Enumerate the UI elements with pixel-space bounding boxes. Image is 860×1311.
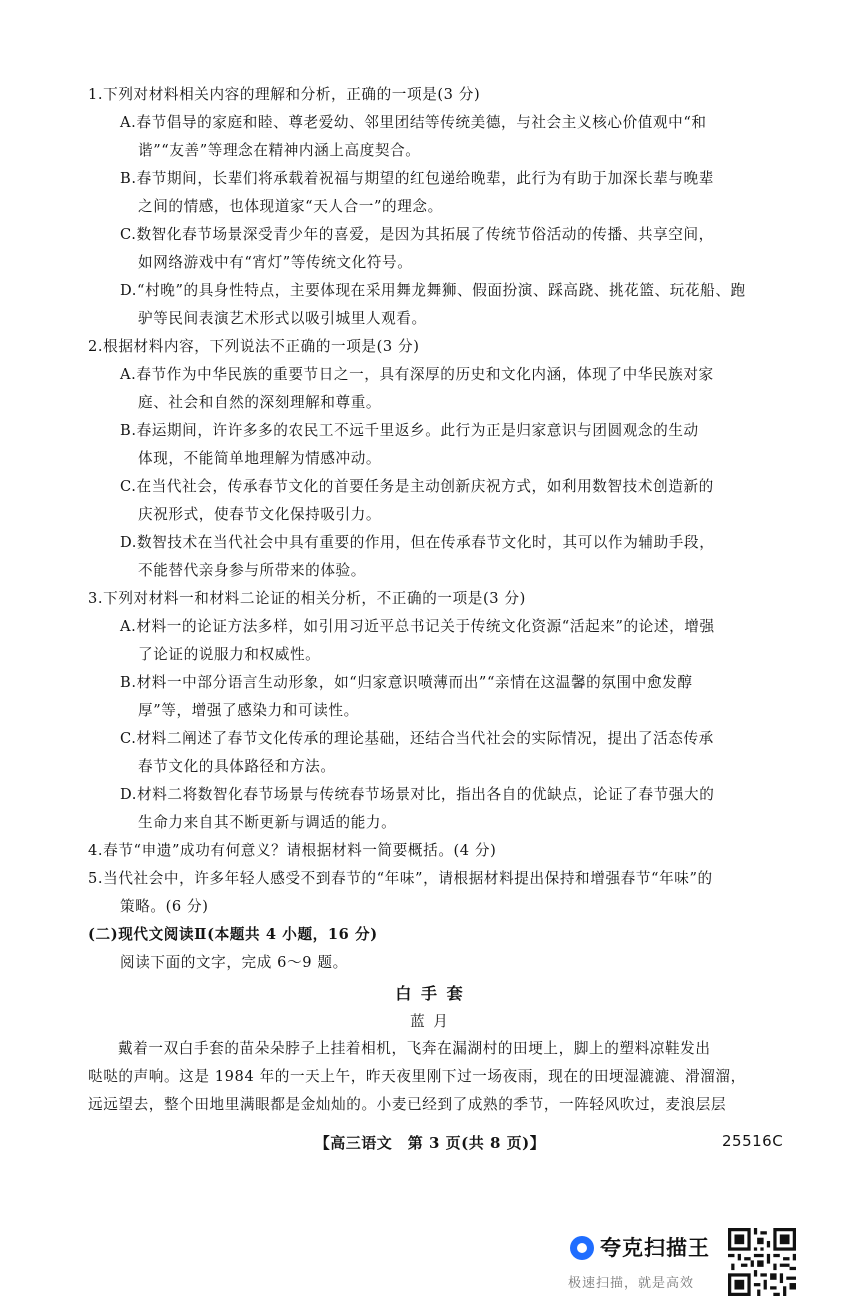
scanner-watermark <box>566 1228 852 1306</box>
q1-option-b-cont: 之间的情感，也体现道家“天人合一”的理念。 <box>138 198 443 215</box>
question-5-cont: 策略。(6 分) <box>120 898 209 915</box>
question-5: 5.当代社会中，许多年轻人感受不到春节的“年味”，请根据材料提出保持和增强春节“年味”的 <box>88 870 713 887</box>
reading-instruction: 阅读下面的文字，完成 6～9 题。 <box>120 954 348 971</box>
q1-option-c: C.数智化春节场景深受青少年的喜爱，是因为其拓展了传统节俗活动的传播、共享空间， <box>120 226 714 243</box>
article-paragraph-line-2: 哒哒的声响。这是 1984 年的一天上午，昨天夜里刚下过一场夜雨，现在的田埂湿漉漉、滑溜溜， <box>88 1068 746 1085</box>
watermark-brand: 夸克扫描王 <box>600 1236 710 1260</box>
q1-option-d: D.“村晚”的具身性特点，主要体现在采用舞龙舞狮、假面扮演、踩高跷、挑花篮、玩花船、跑 <box>120 282 746 299</box>
page-footer-title: 【高三语文 第 3 页(共 8 页)】 <box>314 1134 546 1152</box>
q2-option-a-cont: 庭、社会和自然的深刻理解和尊重。 <box>138 394 382 411</box>
q1-option-b: B.春节期间，长辈们将承载着祝福与期望的红包递给晚辈，此行为有助于加深长辈与晚辈 <box>120 170 714 187</box>
article-paragraph-line-1: 戴着一双白手套的苗朵朵脖子上挂着相机，飞奔在漏湖村的田埂上，脚上的塑料凉鞋发出 <box>118 1040 711 1057</box>
q2-option-b: B.春运期间，许许多多的农民工不远千里返乡。此行为正是归家意识与团圆观念的生动 <box>120 422 699 439</box>
q3-option-b-cont: 厚”等，增强了感染力和可读性。 <box>138 702 359 719</box>
q3-option-c-cont: 春节文化的具体路径和方法。 <box>138 758 336 775</box>
q1-option-a-cont: 谐”“友善”等理念在精神内涵上高度契合。 <box>138 142 421 159</box>
article-author: 蓝 月 <box>410 1013 450 1030</box>
q2-option-d-cont: 不能替代亲身参与所带来的体验。 <box>138 562 366 579</box>
q3-option-a-cont: 了论证的说服力和权威性。 <box>138 646 321 663</box>
scanner-logo-icon <box>570 1236 594 1260</box>
question-1-stem: 1.下列对材料相关内容的理解和分析，正确的一项是(3 分) <box>88 86 481 103</box>
section-heading: (二)现代文阅读Ⅱ(本题共 4 小题，16 分) <box>88 926 378 943</box>
article-title: 白 手 套 <box>395 984 465 1003</box>
q2-option-a: A.春节作为中华民族的重要节日之一，具有深厚的历史和文化内涵，体现了中华民族对家 <box>120 366 714 383</box>
q2-option-d: D.数智技术在当代社会中具有重要的作用，但在传承春节文化时，其可以作为辅助手段， <box>120 534 715 551</box>
q3-option-a: A.材料一的论证方法多样，如引用习近平总书记关于传统文化资源“活起来”的论述，增强 <box>120 618 715 635</box>
q2-option-c: C.在当代社会，传承春节文化的首要任务是主动创新庆祝方式，如利用数智技术创造新的 <box>120 478 714 495</box>
article-paragraph-line-3: 远远望去，整个田地里满眼都是金灿灿的。小麦已经到了成熟的季节，一阵轻风吹过，麦浪层层 <box>88 1096 727 1113</box>
qr-code-icon <box>728 1228 796 1296</box>
watermark-slogan: 极速扫描，就是高效 <box>568 1276 695 1291</box>
q1-option-a: A.春节倡导的家庭和睦、尊老爱幼、邻里团结等传统美德，与社会主义核心价值观中“和 <box>120 114 707 131</box>
question-4: 4.春节“申遗”成功有何意义？请根据材料一简要概括。(4 分) <box>88 842 497 859</box>
page-footer-code: 25516C <box>722 1132 784 1150</box>
q2-option-b-cont: 体现，不能简单地理解为情感冲动。 <box>138 450 382 467</box>
q3-option-d-cont: 生命力来自其不断更新与调适的能力。 <box>138 814 397 831</box>
q3-option-b: B.材料一中部分语言生动形象，如“归家意识喷薄而出”“亲情在这温馨的氛围中愈发醇 <box>120 674 693 691</box>
q1-option-d-cont: 驴等民间表演艺术形式以吸引城里人观看。 <box>138 310 427 327</box>
q1-option-c-cont: 如网络游戏中有“宵灯”等传统文化符号。 <box>138 254 413 271</box>
q2-option-c-cont: 庆祝形式，使春节文化保持吸引力。 <box>138 506 382 523</box>
question-3-stem: 3.下列对材料一和材料二论证的相关分析，不正确的一项是(3 分) <box>88 590 526 607</box>
q3-option-d: D.材料二将数智化春节场景与传统春节场景对比，指出各自的优缺点，论证了春节强大的 <box>120 786 715 803</box>
q3-option-c: C.材料二阐述了春节文化传承的理论基础，还结合当代社会的实际情况，提出了活态传承 <box>120 730 714 747</box>
question-2-stem: 2.根据材料内容，下列说法不正确的一项是(3 分) <box>88 338 420 355</box>
